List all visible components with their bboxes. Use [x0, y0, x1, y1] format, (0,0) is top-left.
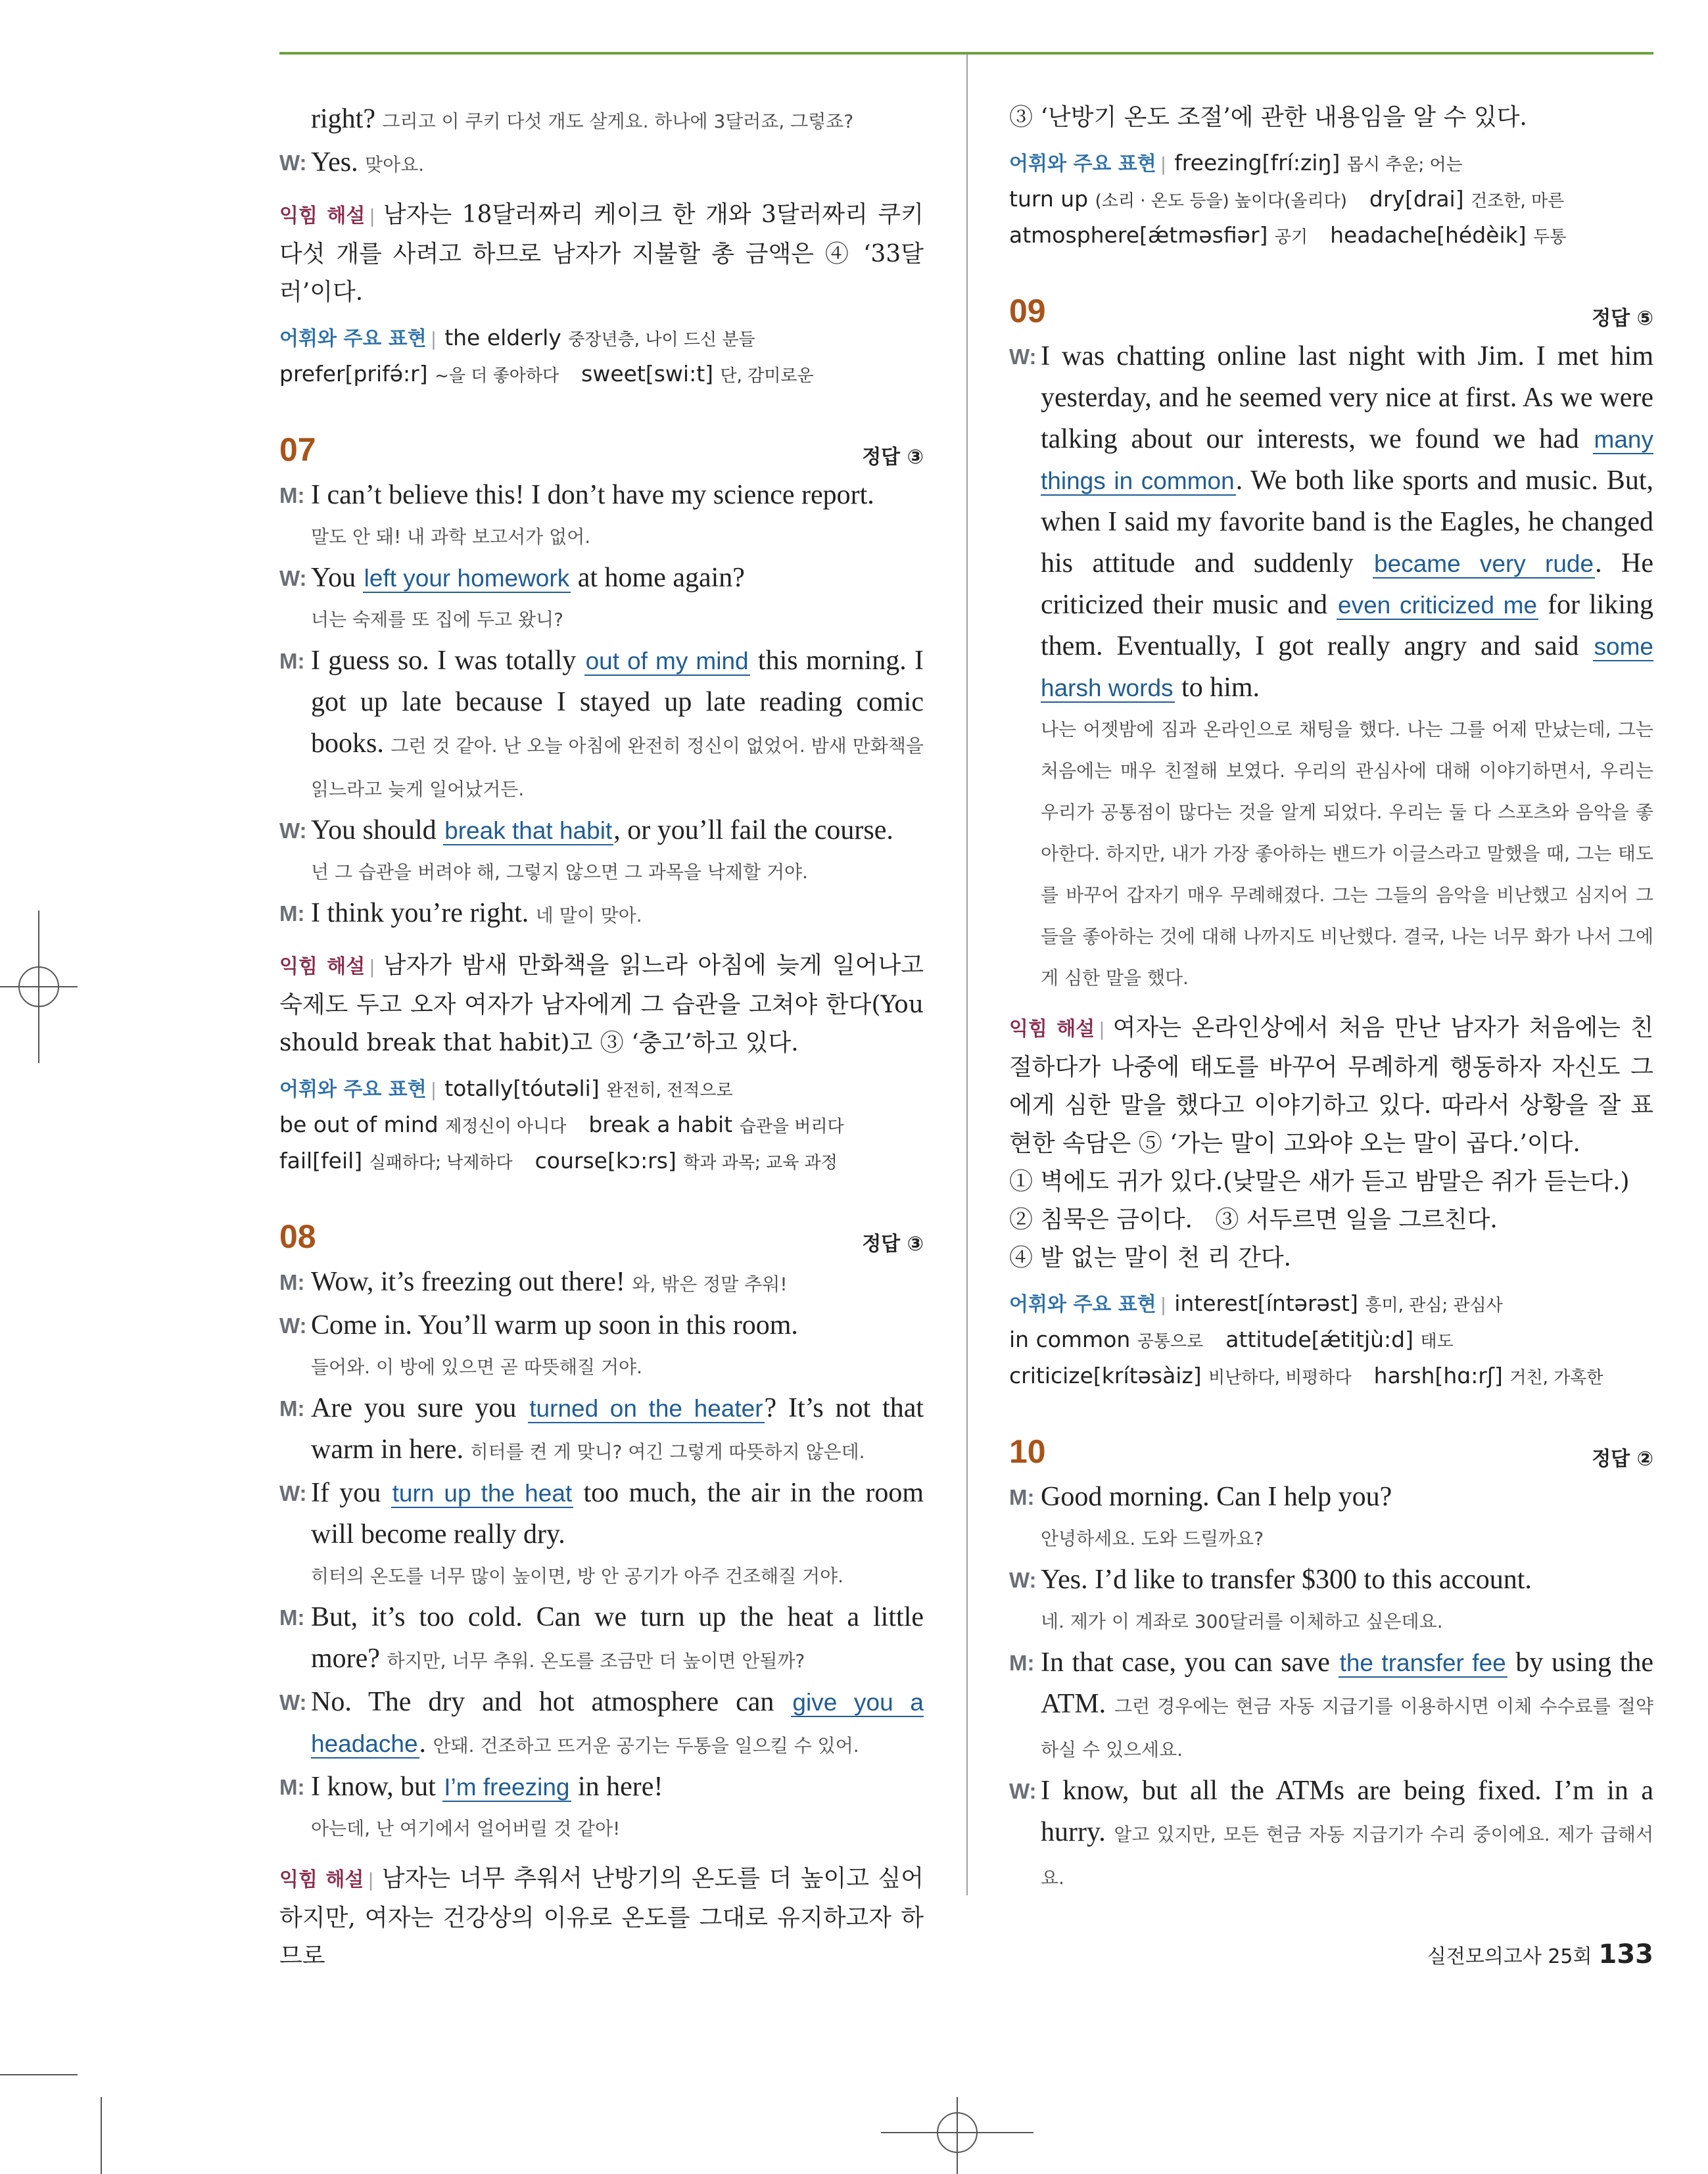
question-08-header: [279, 1217, 924, 1256]
intro-line-1: right? 그리고 이 쿠키 다섯 개도 살게요. 하나에 3달러죠, 그렇죠?: [311, 104, 854, 134]
fill-blank: became very rude: [1374, 550, 1594, 577]
crop-mark-corner-h: [0, 2074, 78, 2075]
q08-explanation: 익힘 해설 | 남자는 너무 추워서 난방기의 온도를 더 높이고 싶어 하지만, 여자는 건강상의 이유로 온도를 그대로 유지하고자 하므로: [279, 1865, 924, 1970]
translation: 나는 어젯밤에 짐과 온라인으로 채팅을 했다. 나는 그를 어제 만났는데, 그는 처음에는 매우 친절해 보였다. 우리의 관심사에 대해 이야기하면서, 우리는 우리가 공통점이 많다는 것을 알게 되었다. 우리는 둘 다 스포츠와 음악을 좋아한다. 하지만, 내가 가장 좋아하는 밴드가 이글스라고 말했을 때, 그는 태도를 바꾸어 갑자기 매우 무례해졌다. 그는 그들의 음악을 비난했고 심지어 그들을 좋아하는 것에 대해 나까지도 비난했다. 결국, 나는 너무 화가 나서 그에게 심한 말을 했다.: [1041, 719, 1653, 989]
fill-blank: I’m freezing: [444, 1774, 570, 1801]
dialogue-line: W: I know, but all the ATMs are being fixed. I’m in a hurry. 알고 있지만, 모든 현금 자동 지급기가 수리 중이에요. 제가 급해서요.: [1009, 1776, 1654, 1889]
dialogue-line: M: I can’t believe this! I don’t have my science report.: [279, 480, 874, 510]
question-09-header: [1009, 291, 1653, 331]
translation: 아는데, 난 여기에서 얼어버릴 것 같아!: [311, 1818, 621, 1839]
right-column: [1009, 99, 1653, 1899]
page-footer: [1427, 1939, 1653, 1970]
crop-mark-left-circle: [18, 966, 59, 1007]
dialogue-line: W: You should break that habit, or you’ll fail the course.: [279, 815, 893, 845]
fill-blank: turned on the heater: [529, 1395, 763, 1422]
footer-title: 실전모의고사 25회: [1427, 1945, 1592, 1968]
dialogue-line: W: No. The dry and hot atmosphere can give you a headache. 안돼. 건조하고 뜨거운 공기는 두통을 일으킬 수 있어.: [279, 1687, 924, 1759]
question-10-header: [1009, 1432, 1653, 1471]
fill-blank: turn up the heat: [392, 1480, 573, 1507]
dialogue-line: M: I know, but I’m freezing in here!: [279, 1772, 663, 1802]
dialogue-line: M: In that case, you can save the transfer fee by using the ATM. 그런 경우에는 현금 자동 지급기를 이용하시면 이체 수수료를 절약하실 수 있으세요.: [1009, 1647, 1654, 1760]
fill-blank: left your homework: [364, 565, 570, 592]
option-1: ① 벽에도 귀가 있다.(낮말은 새가 듣고 밤말은 쥐가 듣는다.): [1009, 1168, 1630, 1195]
translation: 히터의 온도를 너무 많이 높이면, 방 안 공기가 아주 건조해질 거야.: [311, 1565, 844, 1587]
answer-label: 정답 ③: [862, 446, 924, 469]
fill-blank: the transfer fee: [1339, 1649, 1506, 1676]
question-number: 10: [1009, 1433, 1046, 1470]
column-divider: [966, 55, 968, 1895]
q08-explanation-continued: ③ ‘난방기 온도 조절’에 관한 내용임을 알 수 있다.: [1009, 104, 1527, 131]
fill-blank: break that habit: [444, 817, 613, 844]
dialogue-line: M: I think you’re right. 네 말이 맞아.: [279, 898, 642, 928]
translation: 안녕하세요. 도와 드릴까요?: [1041, 1528, 1264, 1549]
fill-blank: even criticized me: [1338, 592, 1538, 619]
intro-vocab: 어휘와 주요 표현 | the elderly 중장년층, 나이 드신 분들 prefer[prifə́:r] ~을 더 좋아하다 sweet[swi:t] 단, 감미로운: [279, 325, 814, 387]
translation: 말도 안 돼! 내 과학 보고서가 없어.: [311, 526, 591, 548]
answer-label: 정답 ⑤: [1592, 307, 1653, 330]
question-number: 08: [279, 1218, 316, 1255]
answer-label: 정답 ③: [862, 1233, 924, 1256]
q08-vocab: 어휘와 주요 표현 | freezing[frí:ziŋ] 몹시 추운; 어는 turn up (소리 · 온도 등을) 높이다(올리다) dry[drai] 건조한, 마른 atmosphere[ǽtməsfiər] 공기 headache[hédèik] 두통: [1009, 150, 1567, 248]
options-2-3: ② 침묵은 금이다. ③ 서두르면 일을 그르친다.: [1009, 1206, 1498, 1233]
left-column: [279, 99, 924, 1975]
page-number: 133: [1598, 1939, 1653, 1970]
explanation-label: 익힘 해설: [279, 204, 366, 227]
dialogue-line: M: But, it’s too cold. Can we turn up the heat a little more? 하지만, 너무 추워. 온도를 조금만 더 높이면 안될까?: [279, 1602, 924, 1674]
dialogue-line: W: Come in. You’ll warm up soon in this room.: [279, 1310, 798, 1340]
question-number: 07: [279, 431, 316, 468]
intro-line-2: W: Yes. 맞아요.: [279, 142, 924, 185]
option-4: ④ 발 없는 말이 천 리 간다.: [1009, 1244, 1292, 1271]
vocab-label: 어휘와 주요 표현: [279, 327, 427, 350]
fill-blank: give you a headache: [311, 1689, 924, 1757]
dialogue-line: M: Wow, it’s freezing out there! 와, 밖은 정말 추워!: [279, 1267, 788, 1297]
dialogue-line: W: If you turn up the heat too much, the air in the room will become really dry.: [279, 1478, 924, 1549]
fill-blank: out of my mind: [585, 648, 749, 674]
q09-vocab: 어휘와 주요 표현 | interest[íntərəst] 흥미, 관심; 관심사 in common 공통으로 attitude[ǽtitjù:d] 태도 criticize[krítəsàiz] 비난하다, 비평하다 harsh[hɑ:rʃ] 거친, 가혹한: [1009, 1290, 1603, 1388]
crop-mark-bottom-circle: [937, 2112, 978, 2153]
dialogue-line: M: Are you sure you turned on the heater? It’s not that warm in here. 히터를 켠 게 맞니? 여긴 그렇게 따뜻하지 않은데.: [279, 1393, 924, 1465]
question-number: 09: [1009, 293, 1046, 329]
speaker-label: W:: [279, 151, 307, 175]
fill-blank: many things in common: [1041, 426, 1654, 494]
dialogue-line: W: Yes. I’d like to transfer $300 to this account.: [1009, 1565, 1532, 1595]
translation: 너는 숙제를 또 집에 두고 왔니?: [311, 609, 563, 630]
question-07-header: [279, 430, 924, 469]
answer-label: 정답 ②: [1592, 1448, 1653, 1471]
dialogue-line: M: Good morning. Can I help you?: [1009, 1482, 1392, 1512]
crop-mark-corner-v: [101, 2097, 102, 2174]
translation: 들어와. 이 방에 있으면 곧 따뜻해질 거야.: [311, 1356, 642, 1378]
dialogue-line: W: You left your homework at home again?: [279, 563, 745, 593]
q07-explanation: 익힘 해설 | 남자가 밤새 만화책을 읽느라 아침에 늦게 일어나고 숙제도 두고 오자 여자가 남자에게 그 습관을 고쳐야 한다(You should break that habit)고 ③ ‘충고’하고 있다.: [279, 952, 924, 1056]
translation: 네. 제가 이 계좌로 300달러를 이체하고 싶은데요.: [1041, 1611, 1443, 1632]
translation: 넌 그 습관을 버려야 해, 그렇지 않으면 그 과목을 낙제할 거야.: [311, 861, 808, 883]
monologue: W: I was chatting online last night with Jim. I met him yesterday, and he seemed very nice at first. As we were talking about our interests, we found we had many things in common. We both like sports and music. But, when I said my favorite band is the Eagles, he changed his attitude and suddenly became very rude. He criticized their music and even criticized me for liking them. Eventually, I got really angry and said some harsh words to him.: [1009, 341, 1654, 703]
q09-explanation: 익힘 해설 | 여자는 온라인상에서 처음 만난 남자가 처음에는 친절하다가 나중에 태도를 바꾸어 무례하게 행동하자 자신도 그에게 심한 말을 했다고 이야기하고 있다. 따라서 상황을 잘 표현한 속담은 ⑤ ‘가는 말이 고와야 오는 말이 곱다.’이다.: [1009, 1014, 1653, 1157]
q07-vocab: 어휘와 주요 표현 | totally[tóutəli] 완전히, 전적으로 be out of mind 제정신이 아니다 break a habit 습관을 버리다 fail[feil] 실패하다; 낙제하다 course[kɔ:rs] 학과 과목; 교육 과정: [279, 1075, 844, 1173]
dialogue-line: M: I guess so. I was totally out of my mind this morning. I got up late because I stayed up late reading comic books. 그런 것 같아. 난 오늘 아침에 완전히 정신이 없었어. 밤새 만화책을 읽느라고 늦게 일어났거든.: [279, 646, 924, 800]
intro-explanation: 익힘 해설 | 남자는 18달러짜리 케이크 한 개와 3달러짜리 쿠키 다섯 개를 사려고 하므로 남자가 지불할 총 금액은 ④ ‘33달러’이다.: [279, 201, 924, 306]
fill-blank: some harsh words: [1041, 633, 1653, 701]
